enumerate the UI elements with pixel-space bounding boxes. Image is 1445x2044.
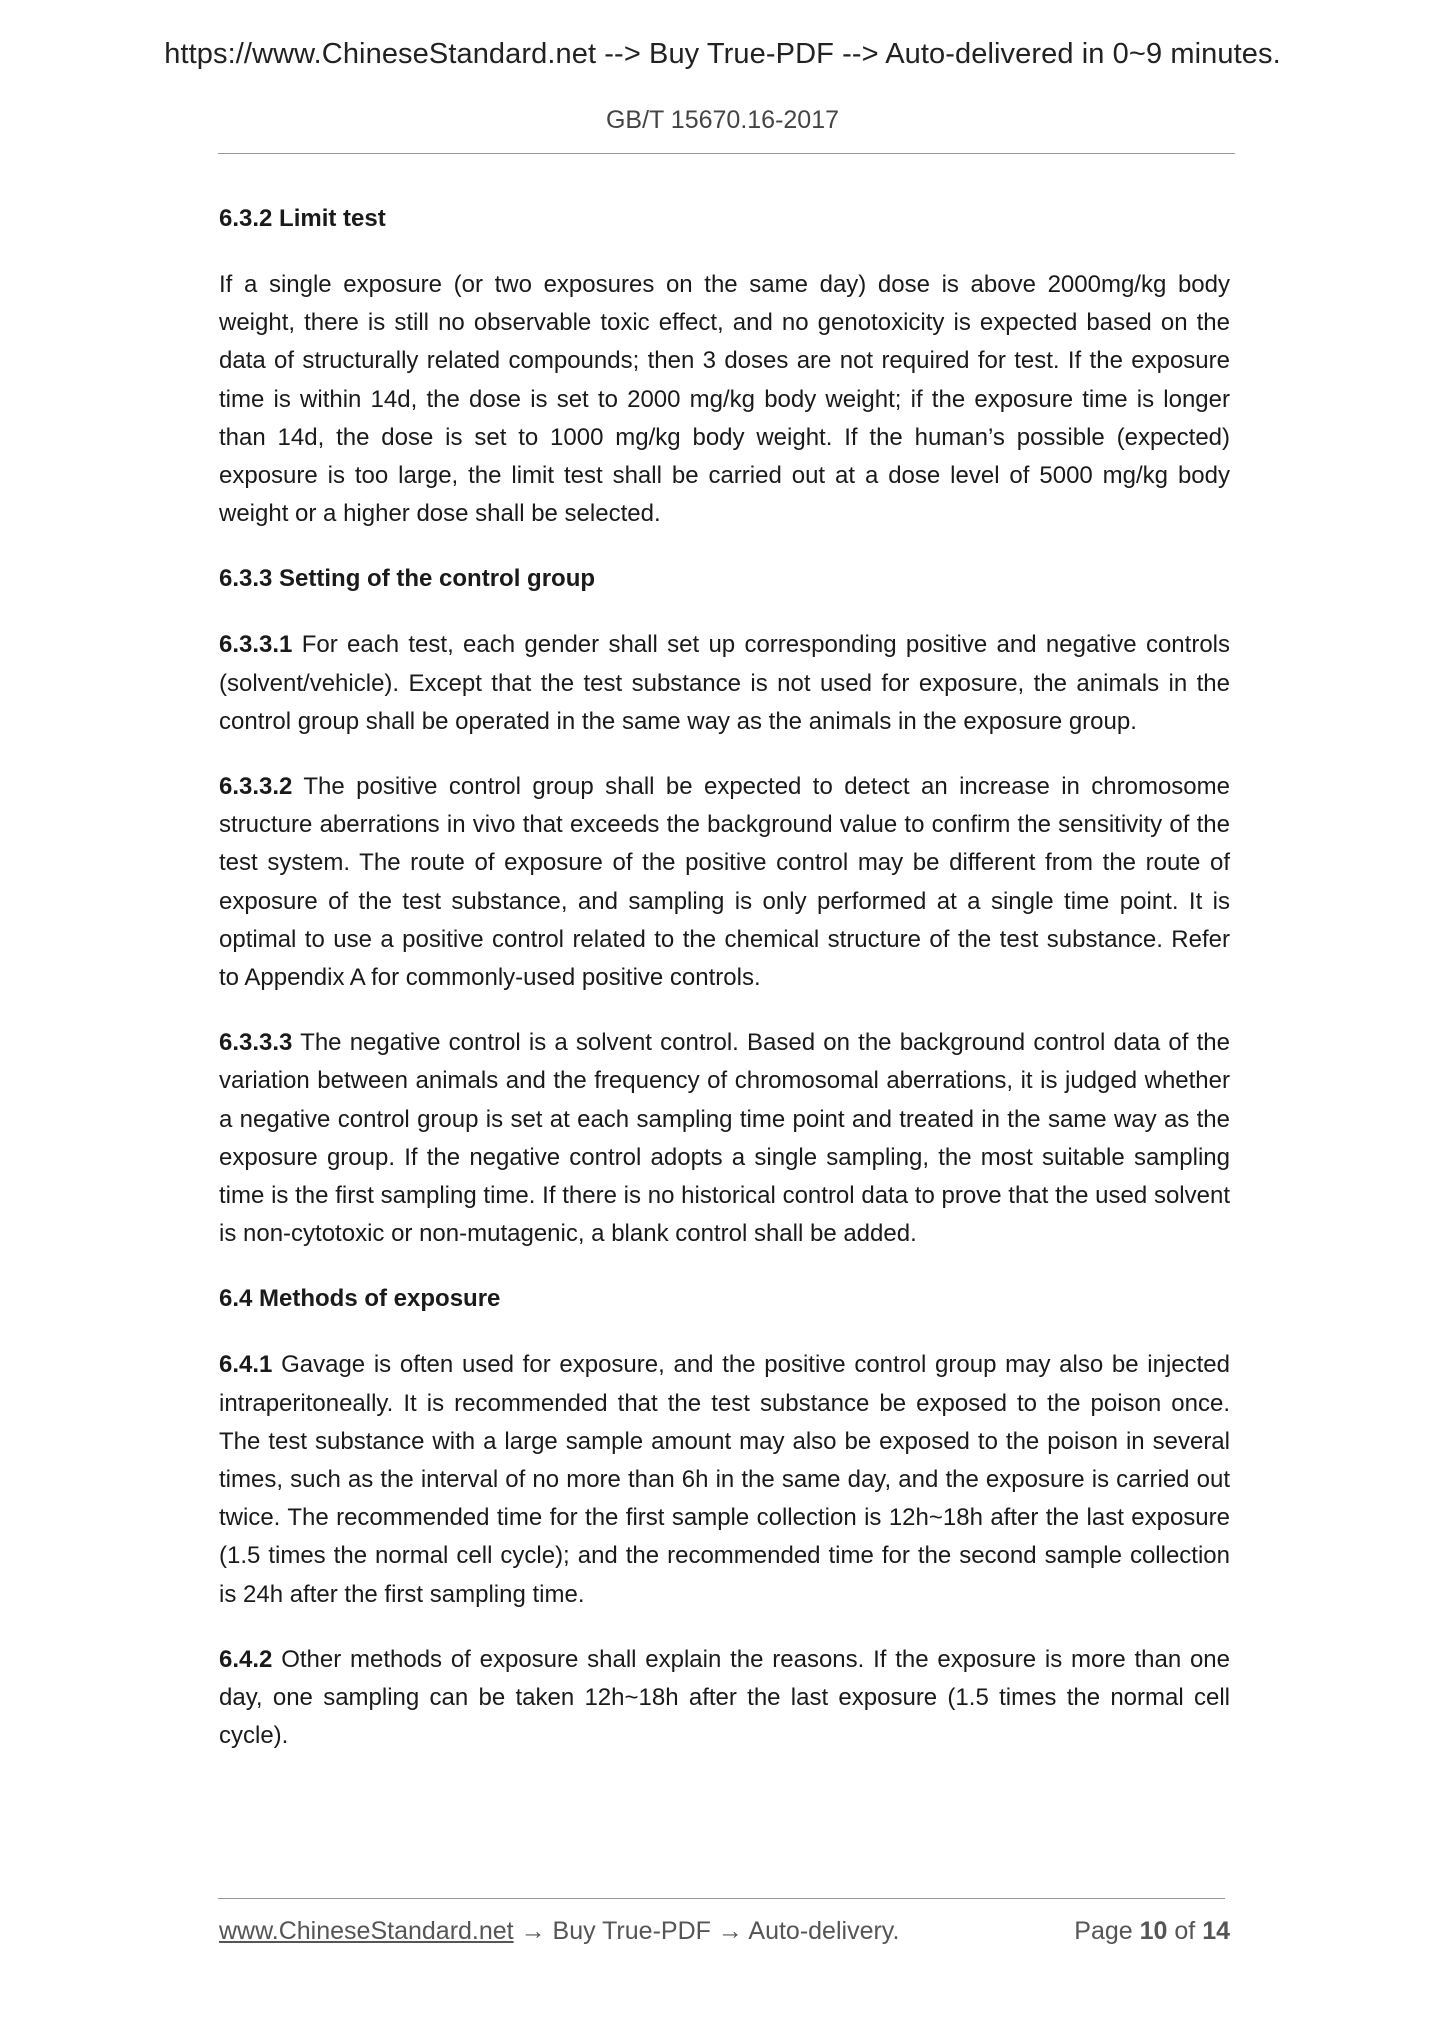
document-body [219,200,1230,1783]
page-total: 14 [1202,1917,1230,1945]
paragraph-6-3-3-1 [219,626,1230,741]
clause-number: 6.3.3.3 [219,1029,293,1057]
source-banner: https://www.ChineseStandard.net --> Buy True-PDF --> Auto-delivered in 0~9 minutes. [164,38,1281,70]
clause-text: The negative control is a solvent control. Based on the background control data of the variation between animals and the frequency of chromosomal aberrations, it is judged whether a negative control group is set at each sampling time point and treated in the same way as the exposure group. If the negative control adopts a single sampling, the most suitable sampling time is the first sampling time. If there is no historical control data to prove that the used solvent is non-cytotoxic or non-mutagenic, a blank control shall be added. [219,1029,1231,1248]
footer-tagline: → Buy True-PDF → Auto-delivery. [513,1917,900,1945]
clause-number: 6.4.2 [219,1645,273,1673]
section-heading-6-3-3: 6.3.3 Setting of the control group [219,565,596,593]
footer-site-link[interactable]: www.ChineseStandard.net [219,1917,514,1945]
clause-text: Gavage is often used for exposure, and the positive control group may also be injected intraperitoneally. It is recommended that the test substance be exposed to the poison once. The test substance with a large sample amount may also be exposed to the poison in several times, such as the interval of no more than 6h in the same day, and the exposure is carried out twice. The recommended time for the first sample collection is 12h~18h after the last exposure (1.5 times the normal cell cycle); and the recommended time for the second sample collection is 24h after the first sampling time. [219,1351,1230,1608]
paragraph-6-4-2 [219,1641,1230,1756]
clause-text: Other methods of exposure shall explain the reasons. If the exposure is more than one day, one sampling can be taken 12h~18h after the last exposure (1.5 times the normal cell cycle). [219,1645,1231,1750]
paragraph-6-4-1 [219,1346,1230,1613]
header-divider [218,153,1235,154]
page-footer [219,1917,1230,1946]
page-indicator [1074,1917,1230,1946]
paragraph-6-3-3-3 [219,1024,1230,1253]
page-label: Page [1074,1917,1133,1945]
clause-number: 6.4.1 [219,1351,273,1379]
footer-divider [218,1898,1225,1899]
document-id: GB/T 15670.16-2017 [605,106,840,134]
clause-number: 6.3.3.1 [219,631,293,659]
paragraph-6-3-3-2 [219,768,1230,997]
section-heading-6-4: 6.4 Methods of exposure [219,1285,501,1313]
clause-number: 6.3.3.2 [219,773,293,801]
clause-text: The positive control group shall be expected to detect an increase in chromosome structure aberrations in vivo that exceeds the background value to confirm the sensitivity of the test system. The route of exposure of the positive control may be different from the route of exposure of the test substance, and sampling is only performed at a single time point. It is optimal to use a positive control related to the chemical structure of the test substance. Refer to Appendix A for commonly-used positive controls. [219,773,1230,992]
page-current: 10 [1139,1917,1168,1945]
section-heading-6-3-2: 6.3.2 Limit test [219,205,386,232]
clause-text: For each test, each gender shall set up corresponding positive and negative controls (solvent/vehicle). Except that the test substance is not used for exposure, the animals in the control group shall be operated in the same way as the animals in the exposure group. [219,631,1230,735]
paragraph-6-3-2: If a single exposure (or two exposures on the same day) dose is above 2000mg/kg body weight, there is still no observable toxic effect, and no genotoxicity is expected based on the data of structurally related compounds; then 3 doses are not required for test. If the exposure time is within 14d, the dose is set to 2000 mg/kg body weight; if the exposure time is longer than 14d, the dose is set to 1000 mg/kg body weight. If the human’s possible (expected) exposure is too large, the limit test shall be carried out at a dose level of 5000 mg/kg body weight or a higher dose shall be selected. [219,271,1230,528]
of-label: of [1174,1917,1196,1945]
